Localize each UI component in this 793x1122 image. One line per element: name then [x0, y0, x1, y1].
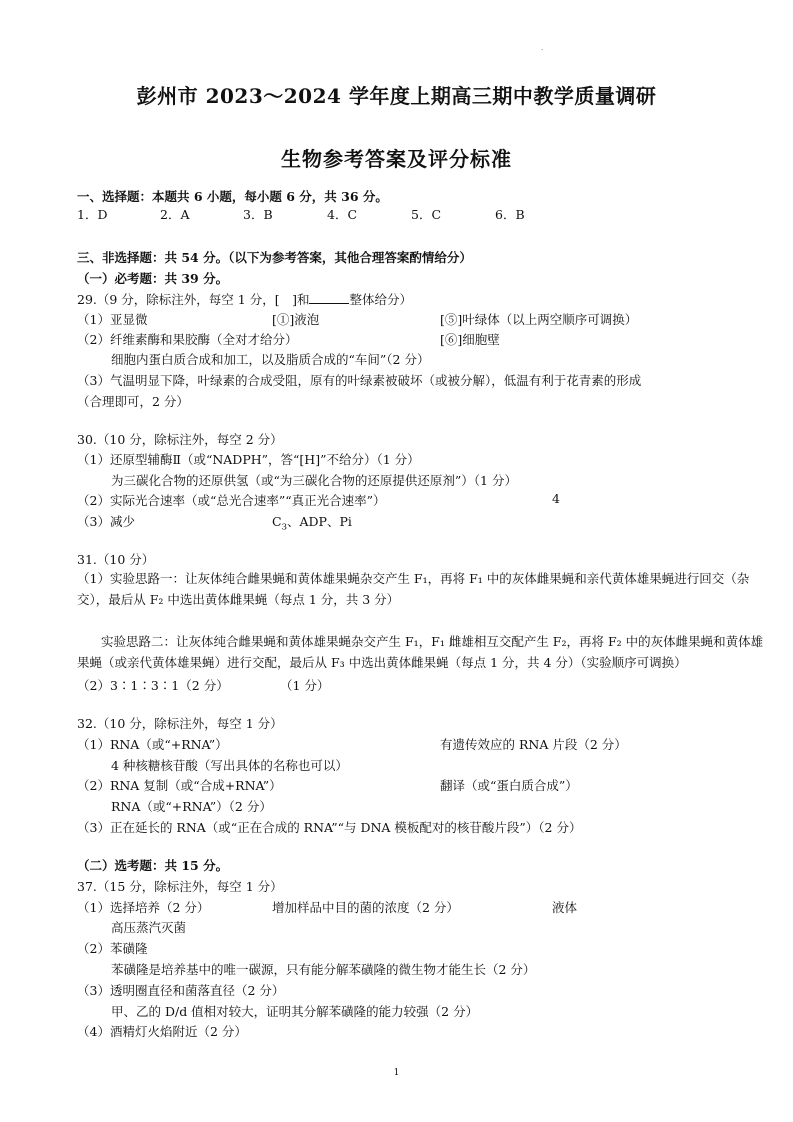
q37-heading: 37.（15 分，除标注外，每空 1 分）: [77, 879, 283, 894]
q37-line1-a: （1）选择培养（2 分）: [77, 900, 210, 915]
answer-1: 1．D: [77, 207, 108, 222]
q30-line2-b: 4: [552, 491, 560, 506]
q32-line2-b: 翻译（或“蛋白质合成”）: [440, 778, 578, 793]
blank-line: [309, 293, 349, 304]
page-subtitle: 生物参考答案及评分标准: [281, 147, 512, 171]
answer-6: 6．B: [495, 207, 525, 222]
q37-line2-a: （2）苯磺隆: [77, 941, 148, 956]
answer-2: 2．A: [160, 207, 190, 222]
q30-c3-subscript: 3: [281, 522, 287, 533]
page-title: 彭州市 2023～2024 学年度上期高三期中教学质量调研: [136, 84, 657, 108]
q37-line1-b: 增加样品中目的菌的浓度（2 分）: [272, 900, 459, 915]
q29-line1-b: [①]液泡: [272, 312, 320, 327]
q31-paragraph1: （1）实验思路一：让灰体纯合雌果蝇和黄体雄果蝇杂交产生 F₁，再将 F₁ 中的灰体雌果蝇和亲代黄体雄果蝇进行回交（杂交），最后从 F₂ 中选出黄体雌果蝇（每点 1 分，共 3 分）: [77, 571, 750, 607]
q31-line2-a: （2）3∶1∶3∶1（2 分）: [77, 678, 229, 693]
q30-line3-b-rest: 、ADP、Pi: [287, 514, 352, 529]
answer-3: 3．B: [243, 207, 273, 222]
q30-line2-a: （2）实际光合速率（或“总光合速率”“真正光合速率”）: [77, 493, 386, 508]
q30-line1: （1）还原型辅酶Ⅱ（或“NADPH”，答“[H]”不给分）（1 分）: [77, 452, 420, 467]
q31-heading: 31.（10 分）: [77, 552, 155, 567]
section-required-heading: （一）必考题：共 39 分。: [77, 271, 229, 286]
q29-line2-b: [⑥]细胞壁: [440, 332, 500, 347]
q37-line1-d: 高压蒸汽灭菌: [111, 920, 187, 935]
q29-line1-c: [⑤]叶绿体（以上两空顺序可调换）: [440, 312, 638, 327]
q37-line3-b: 甲、乙的 D/d 值相对较大，证明其分解苯磺隆的能力较强（2 分）: [111, 1004, 479, 1019]
q29-heading-part-a: 29.（9 分，除标注外，每空 1 分，[ ]和: [77, 292, 310, 307]
q32-line2-c: RNA（或“+RNA”）（2 分）: [111, 799, 272, 814]
q29-line2-c: 细胞内蛋白质合成和加工，以及脂质合成的“车间”（2 分）: [111, 352, 430, 367]
q30-line3-a: （3）减少: [77, 514, 135, 529]
q32-line2-a: （2）RNA 复制（或“合成+RNA”）: [77, 778, 282, 793]
q32-line1-b: 有遗传效应的 RNA 片段（2 分）: [440, 737, 627, 752]
q29-heading: [77, 290, 412, 308]
q32-line3: （3）正在延长的 RNA（或“正在合成的 RNA”“与 DNA 模板配对的核苷酸片段”）（2 分）: [77, 820, 582, 835]
q29-line3-b: （合理即可，2 分）: [77, 394, 189, 409]
q30-heading: 30.（10 分，除标注外，每空 2 分）: [77, 432, 283, 447]
q37-line3-a: （3）透明圈直径和菌落直径（2 分）: [77, 983, 285, 998]
q31-paragraph2: 实验思路二：让灰体纯合雌果蝇和黄体雄果蝇杂交产生 F₁，F₁ 雌雄相互交配产生 F₂，再将 F₂ 中的灰体雌果蝇和黄体雄果蝇（或亲代黄体雄果蝇）进行交配，最后从 F₃ 中选出黄体雌果蝇（每点 1 分，共 4 分）（实验顺序可调换）: [77, 634, 764, 670]
q29-heading-part-b: 整体给分）: [349, 292, 412, 307]
q32-line1-c: 4 种核糖核苷酸（写出具体的名称也可以）: [111, 758, 348, 773]
section-choice-heading: 一、选择题：本题共 6 小题，每小题 6 分，共 36 分。: [77, 189, 388, 204]
q30-line3-b: [272, 512, 352, 533]
q37-line2-b: 苯磺隆是培养基中的唯一碳源，只有能分解苯磺隆的微生物才能生长（2 分）: [111, 962, 536, 977]
answer-4: 4．C: [327, 207, 358, 222]
q32-heading: 32.（10 分，除标注外，每空 1 分）: [77, 716, 283, 731]
q32-line1-a: （1）RNA（或“+RNA”）: [77, 737, 228, 752]
q29-line3: （3）气温明显下降，叶绿素的合成受阻，原有的叶绿素被破坏（或被分解），低温有利于花青素的形成: [77, 373, 642, 388]
q30-line1-b: 为三碳化合物的还原供氢（或“为三碳化合物的还原提供还原剂”）（1 分）: [111, 473, 517, 488]
answer-5: 5．C: [411, 207, 442, 222]
q37-line1-c: 液体: [552, 900, 578, 915]
header-dot: .: [541, 44, 544, 52]
q37-line4: （4）酒精灯火焰附近（2 分）: [77, 1024, 247, 1039]
q29-line1-a: （1）亚显微: [77, 312, 148, 327]
section-optional-heading: （二）选考题：共 15 分。: [77, 858, 229, 873]
section-nonchoice-heading: 三、非选择题：共 54 分。（以下为参考答案，其他合理答案酌情给分）: [77, 250, 472, 265]
q30-c3-letter: C: [272, 514, 282, 529]
q29-line2-a: （2）纤维素酶和果胶酶（全对才给分）: [77, 332, 298, 347]
q31-line2-b: （1 分）: [280, 678, 330, 693]
page-number: 1: [393, 1068, 400, 1078]
